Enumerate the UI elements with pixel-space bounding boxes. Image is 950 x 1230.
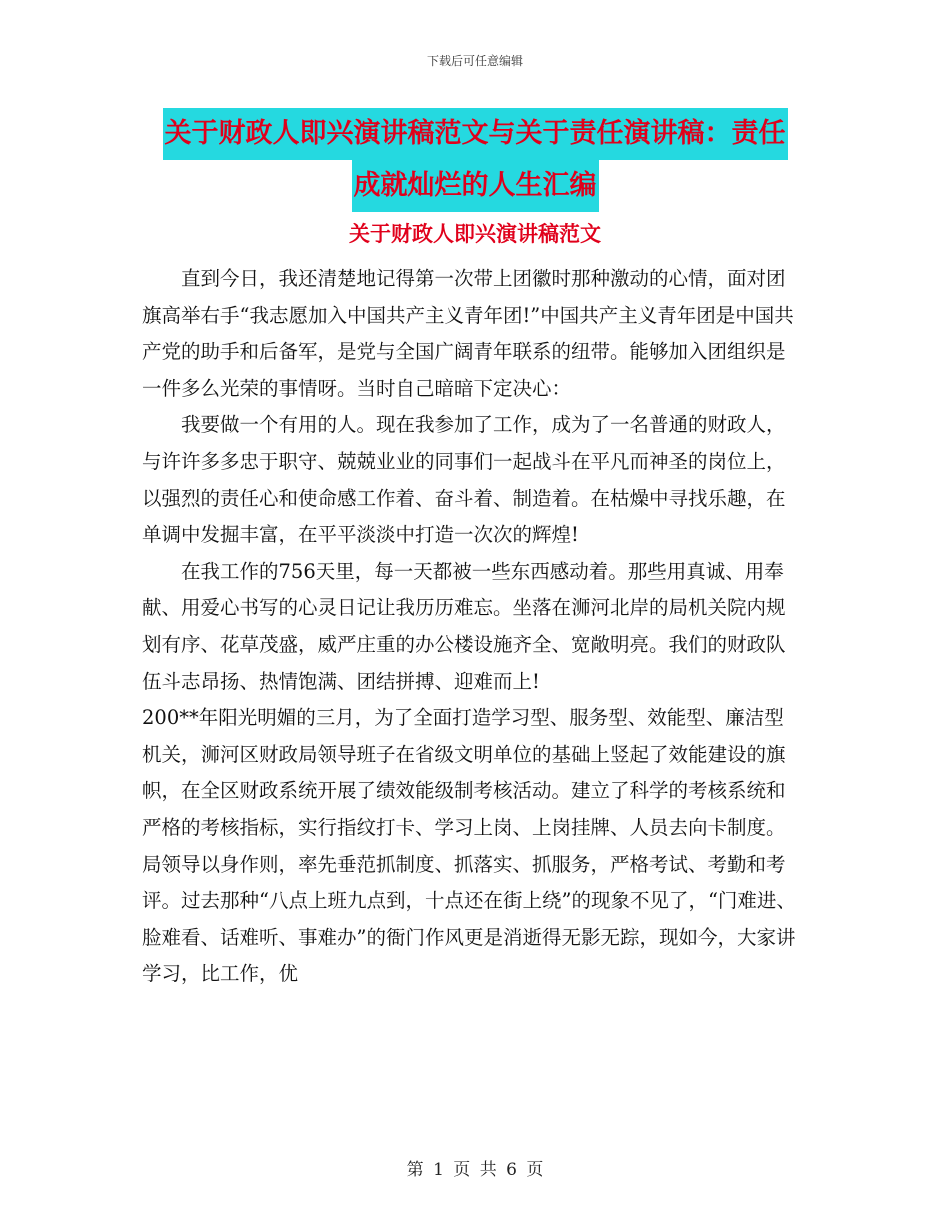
- document-title-line-2: 成就灿烂的人生汇编: [352, 160, 599, 212]
- body-paragraph-3: 在我工作的756天里，每一天都被一些东西感动着。那些用真诚、用奉献、用爱心书写的心灵日记让我历历难忘。坐落在浉河北岸的局机关院内规划有序、花草茂盛，威严庄重的办公楼设施齐全、宽敞明亮。我们的财政队伍斗志昂扬、热情饱满、团结拼搏、迎难而上!: [142, 559, 786, 693]
- document-title: [0, 108, 950, 212]
- page-footer: 第 1 页 共 6 页: [406, 1160, 544, 1180]
- page-header-note: 下载后可任意编辑: [426, 54, 523, 68]
- document-body: [142, 261, 802, 993]
- body-paragraph-2: 我要做一个有用的人。现在我参加了工作，成为了一名普通的财政人，与许许多多忠于职守、兢兢业业的同事们一起战斗在平凡而神圣的岗位上，以强烈的责任心和使命感工作着、奋斗着、制造着。在枯燥中寻找乐趣，在单调中发掘丰富，在平平淡淡中打造一次次的辉煌!: [142, 413, 786, 547]
- body-paragraph-1: 直到今日，我还清楚地记得第一次带上团徽时那种激动的心情，面对团旗高举右手“我志愿加入中国共产主义青年团!”中国共产主义青年团是中国共产党的助手和后备军，是党与全国广阔青年联系的纽带。能够加入团组织是一件多么光荣的事情呀。当时自己暗暗下定决心：: [142, 267, 794, 400]
- document-title-line-1: 关于财政人即兴演讲稿范文与关于责任演讲稿：责任: [163, 108, 788, 160]
- body-paragraph-4: 200**年阳光明媚的三月，为了全面打造学习型、服务型、效能型、廉洁型机关，浉河区财政局领导班子在省级文明单位的基础上竖起了效能建设的旗帜，在全区财政系统开展了绩效能级制考核活动。建立了科学的考核系统和严格的考核指标，实行指纹打卡、学习上岗、上岗挂牌、人员去向卡制度。局领导以身作则，率先垂范抓制度、抓落实、抓服务，严格考试、考勤和考评。过去那种“八点上班九点到，十点还在街上绕”的现象不见了，“门难进、脸难看、话难听、事难办”的衙门作风更是消逝得无影无踪，现如今，大家讲学习，比工作，优: [142, 706, 796, 986]
- section-heading: 关于财政人即兴演讲稿范文: [349, 221, 601, 246]
